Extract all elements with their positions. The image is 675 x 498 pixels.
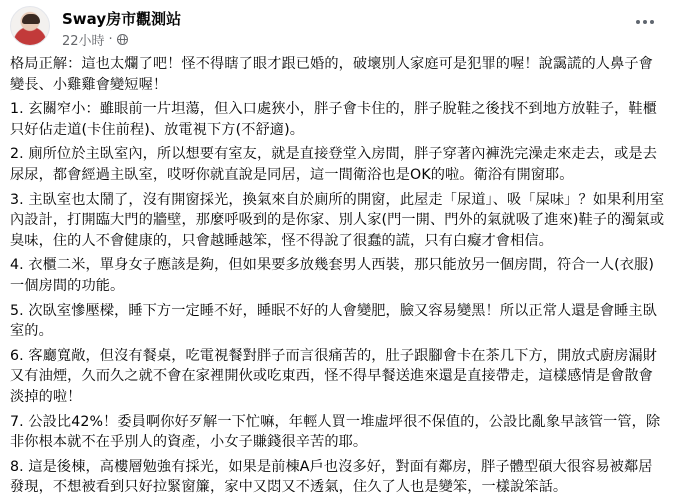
post-timestamp[interactable]: 22小時 — [62, 34, 105, 49]
globe-icon — [117, 34, 128, 45]
post-body — [10, 54, 665, 498]
page-name-link[interactable]: Sway房市觀測站 — [62, 10, 182, 28]
post-header — [10, 6, 660, 50]
post-paragraph: 3. 主臥室也太鬧了，沒有開窗採光，換氣來自於廁所的開窗，此屋走「尿道」、吸「屎味」？如果利用室內設計，打開臨大門的牆壁，那麼呼吸到的是你家、別人家(門一開、門外的氣就吸了進來)鞋子的濁氣或臭味，住的人不會健康的，只會越睡越笨，怪不得說了很蠢的謊，只有白癡才會相信。 — [10, 191, 665, 249]
post-paragraph: 1. 玄關窄小：雖眼前一片坦蕩，但入口處狹小，胖子會卡住的，胖子脫鞋之後找不到地方放鞋子，鞋櫃只好佔走道(卡住前程)、放電視下方(不舒適)。 — [10, 101, 657, 138]
post-paragraph: 格局正解：這也太爛了吧！怪不得瞎了眼才跟已婚的，破壞別人家庭可是犯罪的喔！說靄謊的人鼻子會變長、小雞雞會變短喔！ — [10, 56, 653, 93]
page-avatar[interactable] — [10, 6, 50, 46]
more-horizontal-icon[interactable] — [630, 12, 660, 32]
post-paragraph: 2. 廁所位於主臥室內，所以想要有室友，就是直接登堂入房間，胖子穿著內褲洗完澡走來走去，或是去尿尿，都會經過主臥室，哎呀你就直說是同居，這一間衛浴也是OK的啦。衛浴有開窗耶。 — [10, 146, 657, 183]
post-paragraph: 4. 衣櫃二米，單身女子應該是夠，但如果要多放幾套男人西裝，那只能放另一個房間，符合一人(衣服)一個房間的功能。 — [10, 257, 654, 294]
meta-separator: · — [108, 32, 113, 47]
post-paragraph: 5. 次臥室慘壓樑，睡下方一定睡不好，睡眠不好的人會變肥，臉又容易變黑！所以正常人還是會睡主臥室的。 — [10, 302, 657, 340]
post-paragraph: 6. 客廳寬敞，但沒有餐桌，吃電視餐對胖子而言很痛苦的，肚子跟腳會卡在茶几下方，開放式廚房漏財又有油煙，久而久之就不會在家裡開伙或吃東西，怪不得早餐送進來還是直接帶走，這樣感情是會散會淡掉的啦！ — [10, 347, 657, 405]
post-paragraph: 8. 這是後棟，高樓層勉強有採光，如果是前棟A戶也沒多好，對面有鄰房，胖子體型碩大很容易被鄰居發現，不想被看到只好拉緊窗簾，家中又悶又不透氣，住久了人也是變笨，一樣說笨話。 — [10, 458, 653, 496]
post-paragraph: 7. 公設比42%！委員啊你好歹解一下忙嘛，年輕人買一堆虛坪很不保值的，公設比亂象早該管一管，除非你根本就不在乎別人的資產，小女子賺錢很辛苦的耶。 — [10, 413, 661, 451]
post-meta — [62, 30, 128, 49]
